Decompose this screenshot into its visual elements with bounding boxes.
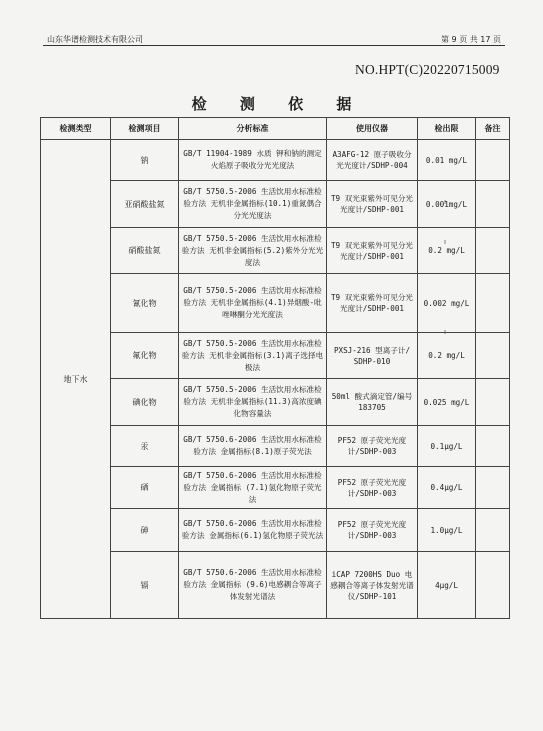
column-header: 备注	[476, 118, 510, 140]
detection-limit: 0.1μg/L	[418, 426, 476, 467]
detection-limit: 0.025 mg/L	[418, 379, 476, 426]
detection-type: 地下水	[41, 140, 111, 619]
instrument: T9 双光束紫外可见分光光度计/SDHP-001	[327, 228, 418, 274]
analysis-standard: GB/T 5750.5-2006 生活饮用水标准检验方法 无机非金属指标(10.1)重氮偶合分光光度法	[179, 181, 327, 228]
detection-limit: 0.4μg/L	[418, 467, 476, 509]
instrument: PF52 原子荧光光度计/SDHP-003	[327, 509, 418, 552]
test-item: 钠	[111, 140, 179, 181]
analysis-standard: GB/T 5750.5-2006 生活饮用水标准检验方法 无机非金属指标(5.2)紫外分光光度法	[179, 228, 327, 274]
page-title: 检 测 依 据	[191, 95, 366, 113]
column-header: 分析标准	[179, 118, 327, 140]
detection-limit: 0.001mg/L	[418, 181, 476, 228]
report-number: NO.HPT(C)20220715009	[355, 62, 500, 77]
analysis-standard: GB/T 5750.5-2006 生活饮用水标准检验方法 无机非金属指标(4.1)异烟酸-吡唑啉酮分光光度法	[179, 274, 327, 333]
table-row	[41, 274, 510, 333]
table-row	[41, 333, 510, 379]
table-row	[41, 379, 510, 426]
remark	[476, 467, 510, 509]
detection-limit: 0.2 mg/L	[418, 333, 476, 379]
test-item: 砷	[111, 509, 179, 552]
table-row	[41, 140, 510, 181]
analysis-standard: GB/T 11904-1989 水质 钾和钠的测定 火焰原子吸收分光光度法	[179, 140, 327, 181]
instrument: PXSJ-216 型离子计/ SDHP-010	[327, 333, 418, 379]
detection-limit: 4μg/L	[418, 552, 476, 619]
detection-limit: 0.01 mg/L	[418, 140, 476, 181]
analysis-standard: GB/T 5750.6-2006 生活饮用水标准检验方法 金属指标(6.1)氢化物原子荧光法	[179, 509, 327, 552]
header-divider	[43, 45, 505, 46]
table-row	[41, 467, 510, 509]
page-number: 第 9 页 共 17 页	[441, 35, 501, 44]
remark	[476, 379, 510, 426]
remark	[476, 552, 510, 619]
test-item: 氟化物	[111, 333, 179, 379]
table-row	[41, 181, 510, 228]
remark	[476, 228, 510, 274]
instrument: 50ml 酸式滴定管/编号 183705	[327, 379, 418, 426]
analysis-standard: GB/T 5750.6-2006 生活饮用水标准检验方法 金属指标(8.1)原子荧光法	[179, 426, 327, 467]
test-item: 硝酸盐氮	[111, 228, 179, 274]
test-item: 硒	[111, 467, 179, 509]
test-item: 碘化物	[111, 379, 179, 426]
remark	[476, 509, 510, 552]
instrument: PF52 原子荧光光度计/SDHP-003	[327, 426, 418, 467]
table-header-row	[41, 118, 510, 140]
column-header: 检出限	[418, 118, 476, 140]
instrument: iCAP 7200HS Duo 电感耦合等离子体发射光谱仪/SDHP-101	[327, 552, 418, 619]
remark	[476, 140, 510, 181]
remark	[476, 274, 510, 333]
test-item: 汞	[111, 426, 179, 467]
table-row	[41, 228, 510, 274]
analysis-standard: GB/T 5750.6-2006 生活饮用水标准检验方法 金属指标 (7.1)氢化物原子荧光法	[179, 467, 327, 509]
detection-limit: 0.002 mg/L	[418, 274, 476, 333]
table-row	[41, 426, 510, 467]
instrument: PF52 原子荧光光度计/SDHP-003	[327, 467, 418, 509]
test-item: 亚硝酸盐氮	[111, 181, 179, 228]
company-name: 山东华谱检测技术有限公司	[47, 35, 143, 44]
column-header: 使用仪器	[327, 118, 418, 140]
test-item: 氰化物	[111, 274, 179, 333]
instrument: T9 双光束紫外可见分光光度计/SDHP-001	[327, 181, 418, 228]
column-header: 检测项目	[111, 118, 179, 140]
analysis-standard: GB/T 5750.6-2006 生活饮用水标准检验方法 金属指标 (9.6)电感耦合等离子体发射光谱法	[179, 552, 327, 619]
table-row	[41, 552, 510, 619]
table-row	[41, 509, 510, 552]
column-header: 检测类型	[41, 118, 111, 140]
analysis-standard: GB/T 5750.5-2006 生活饮用水标准检验方法 无机非金属指标(11.3)高浓度碘化物容量法	[179, 379, 327, 426]
remark	[476, 426, 510, 467]
analysis-standard: GB/T 5750.5-2006 生活饮用水标准检验方法 无机非金属指标(3.1)离子选择电极法	[179, 333, 327, 379]
test-basis-table	[40, 117, 510, 619]
remark	[476, 333, 510, 379]
instrument: A3AFG-12 原子吸收分光光度计/SDHP-004	[327, 140, 418, 181]
remark	[476, 181, 510, 228]
test-item: 镉	[111, 552, 179, 619]
detection-limit: 1.0μg/L	[418, 509, 476, 552]
instrument: T9 双光束紫外可见分光光度计/SDHP-001	[327, 274, 418, 333]
detection-limit: 0.2 mg/L	[418, 228, 476, 274]
